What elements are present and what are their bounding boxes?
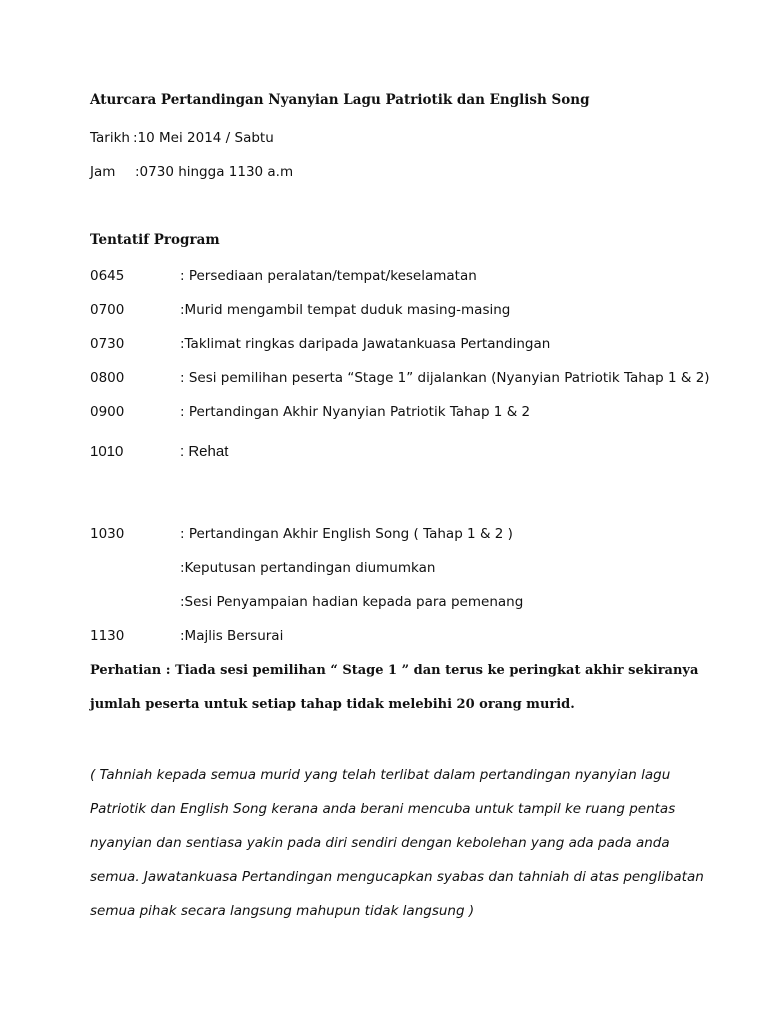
schedule-time: 0645 — [90, 268, 125, 284]
schedule-activity: : Pertandingan Akhir English Song ( Tahap 1 & 2 ) — [180, 526, 513, 542]
schedule-activity: : Persediaan peralatan/tempat/keselamatan — [180, 268, 477, 284]
closing-line: Patriotik dan English Song kerana anda berani mencuba untuk tampil ke ruang pentas — [90, 801, 676, 817]
schedule-time: 0800 — [90, 370, 125, 386]
document-title: Aturcara Pertandingan Nyanyian Lagu Patriotik dan English Song — [90, 92, 590, 108]
notice-line: Perhatian : Tiada sesi pemilihan “ Stage 1 ” dan terus ke peringkat akhir sekiranya — [90, 663, 699, 678]
schedule-time: 0900 — [90, 404, 125, 420]
closing-line: semua pihak secara langsung mahupun tidak langsung ) — [90, 903, 475, 919]
time-label: Jam — [90, 164, 116, 180]
program-heading: Tentatif Program — [90, 232, 220, 248]
schedule-time: 0700 — [90, 302, 125, 318]
schedule-time: 1130 — [90, 628, 125, 644]
date-value: :10 Mei 2014 / Sabtu — [133, 130, 274, 146]
schedule-activity: :Murid mengambil tempat duduk masing-masing — [180, 302, 511, 318]
schedule-activity: :Sesi Penyampaian hadian kepada para pemenang — [180, 594, 524, 610]
time-value: :0730 hingga 1130 a.m — [135, 164, 294, 180]
schedule-activity: :Keputusan pertandingan diumumkan — [180, 560, 436, 576]
schedule-time: 1030 — [90, 526, 125, 542]
schedule-activity: : Rehat — [180, 443, 229, 460]
closing-line: semua. Jawatankuasa Pertandingan mengucapkan syabas dan tahniah di atas penglibatan — [90, 869, 704, 885]
closing-line: ( Tahniah kepada semua murid yang telah terlibat dalam pertandingan nyanyian lagu — [90, 767, 671, 783]
schedule-activity: :Taklimat ringkas daripada Jawatankuasa Pertandingan — [180, 336, 551, 352]
schedule-time: 1010 — [90, 443, 124, 460]
schedule-activity: : Sesi pemilihan peserta “Stage 1” dijalankan (Nyanyian Patriotik Tahap 1 & 2) — [180, 370, 710, 386]
schedule-activity: :Majlis Bersurai — [180, 628, 284, 644]
schedule-time: 0730 — [90, 336, 125, 352]
schedule-activity: : Pertandingan Akhir Nyanyian Patriotik Tahap 1 & 2 — [180, 404, 531, 420]
date-label: Tarikh — [90, 130, 130, 146]
closing-line: nyanyian dan sentiasa yakin pada diri sendiri dengan kebolehan yang ada pada anda — [90, 835, 670, 851]
notice-line: jumlah peserta untuk setiap tahap tidak melebihi 20 orang murid. — [90, 697, 575, 712]
